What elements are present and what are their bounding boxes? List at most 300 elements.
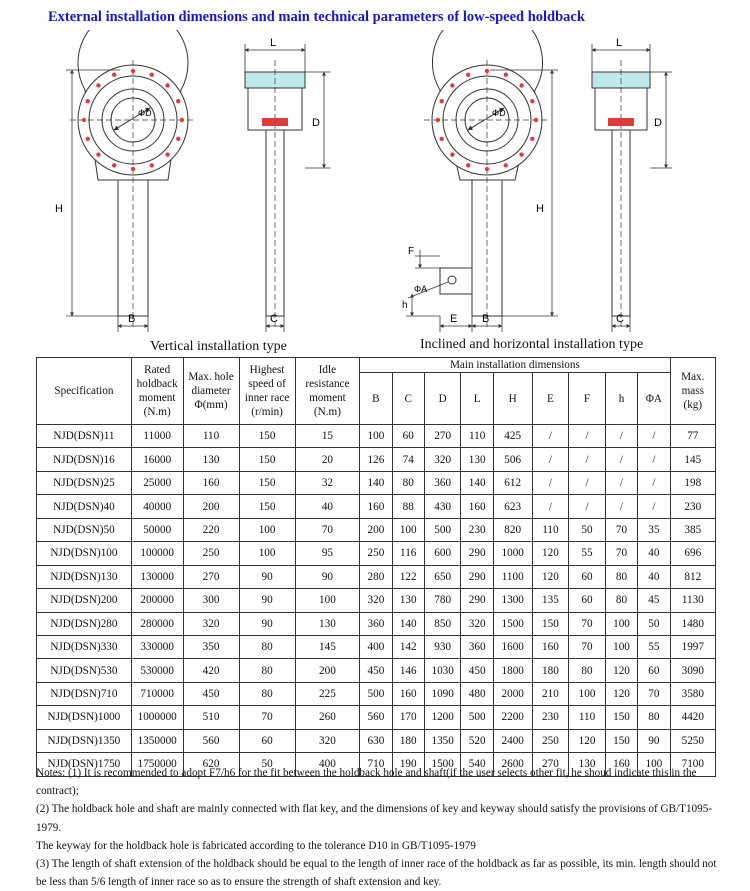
table-cell: 1030: [424, 659, 461, 682]
table-cell: 850: [424, 612, 461, 635]
table-cell: 15: [295, 425, 360, 448]
table-cell: 1100: [493, 565, 532, 588]
table-row: [37, 589, 716, 612]
table-cell: 55: [638, 635, 670, 658]
table-cell: 1000: [493, 542, 532, 565]
table-cell: 320: [424, 448, 461, 471]
table-row: [37, 565, 716, 588]
table-cell: 650: [424, 565, 461, 588]
phiD-label: ΦD: [138, 108, 152, 118]
phiD-label-2: ΦD: [492, 108, 506, 118]
table-cell: 40: [295, 495, 360, 518]
table-cell: 210: [532, 682, 569, 705]
bolt-hole-icon: [176, 137, 180, 141]
table-cell: NJD(DSN)710: [37, 682, 132, 705]
table-cell: 160: [392, 682, 424, 705]
table-cell: /: [532, 448, 569, 471]
bolt-hole-icon: [86, 137, 90, 141]
table-cell: NJD(DSN)1000: [37, 706, 132, 729]
bolt-hole-icon: [131, 167, 135, 171]
table-cell: 520: [461, 729, 493, 752]
header-mass: Max. mass (kg): [670, 358, 715, 425]
inclined-caption: Inclined and horizontal installation type: [420, 337, 644, 352]
table-cell: 130: [392, 589, 424, 612]
note-line: Notes: (1) It is recommended to adopt F7/h6 for the fit between the holdback hole and shaft(if the user selects other fit, he shoud indicate this in the contract);: [36, 767, 697, 798]
table-cell: 60: [569, 565, 606, 588]
bolt-hole-icon: [131, 69, 135, 73]
table-cell: NJD(DSN)100: [37, 542, 132, 565]
table-cell: 90: [239, 589, 295, 612]
page-title: External installation dimensions and main technical parameters of low-speed holdback: [48, 9, 585, 25]
table-cell: 70: [569, 635, 606, 658]
table-cell: 145: [670, 448, 715, 471]
table-cell: 32: [295, 471, 360, 494]
table-cell: 146: [392, 659, 424, 682]
table-cell: NJD(DSN)11: [37, 425, 132, 448]
table-cell: 150: [239, 495, 295, 518]
vertical-side-view: [245, 60, 305, 330]
table-cell: 250: [532, 729, 569, 752]
table-cell: 270: [532, 753, 569, 776]
table-cell: 2600: [493, 753, 532, 776]
bolt-hole-icon: [165, 152, 169, 156]
bolt-hole-icon: [112, 163, 116, 167]
table-cell: 360: [360, 612, 392, 635]
table-cell: 2000: [493, 682, 532, 705]
table-cell: 270: [424, 425, 461, 448]
header-rated-moment: Rated holdback moment (N.m): [131, 358, 183, 425]
table-cell: 140: [461, 471, 493, 494]
table-cell: 1500: [424, 753, 461, 776]
bolt-hole-icon: [150, 73, 154, 77]
table-cell: 80: [605, 565, 637, 588]
table-cell: 180: [392, 729, 424, 752]
table-cell: 150: [239, 471, 295, 494]
bolt-hole-icon: [96, 83, 100, 87]
table-cell: 1800: [493, 659, 532, 682]
bolt-hole-icon: [530, 137, 534, 141]
table-cell: 3090: [670, 659, 715, 682]
table-cell: 142: [392, 635, 424, 658]
bolt-hole-icon: [485, 167, 489, 171]
table-row: [37, 729, 716, 752]
table-cell: 80: [605, 589, 637, 612]
table-cell: 320: [295, 729, 360, 752]
bolt-hole-icon: [165, 83, 169, 87]
inclined-front-view: [424, 30, 550, 330]
table-cell: 100000: [131, 542, 183, 565]
table-cell: 1750000: [131, 753, 183, 776]
header-dim-a: ΦA: [638, 373, 670, 425]
table-cell: 130: [461, 448, 493, 471]
table-cell: 70: [239, 706, 295, 729]
header-max-hole: Max. hole diameter Φ(mm): [183, 358, 239, 425]
table-row: [37, 518, 716, 541]
table-cell: 330000: [131, 635, 183, 658]
table-cell: 145: [295, 635, 360, 658]
table-cell: 350: [183, 635, 239, 658]
table-cell: 820: [493, 518, 532, 541]
table-cell: 320: [461, 612, 493, 635]
table-cell: 110: [461, 425, 493, 448]
table-cell: NJD(DSN)25: [37, 471, 132, 494]
table-cell: 780: [424, 589, 461, 612]
table-cell: 110: [532, 518, 569, 541]
bolt-hole-icon: [180, 118, 184, 122]
table-cell: 200: [183, 495, 239, 518]
table-cell: 560: [360, 706, 392, 729]
table-cell: 16000: [131, 448, 183, 471]
table-cell: 1350: [424, 729, 461, 752]
table-row: [37, 635, 716, 658]
table-cell: 150: [532, 612, 569, 635]
bolt-hole-icon: [450, 83, 454, 87]
table-cell: 70: [605, 542, 637, 565]
table-cell: /: [605, 448, 637, 471]
table-cell: 280: [360, 565, 392, 588]
header-dim-h: h: [605, 373, 637, 425]
table-cell: 290: [461, 589, 493, 612]
bolt-hole-icon: [504, 163, 508, 167]
table-cell: 160: [461, 495, 493, 518]
table-cell: 90: [638, 729, 670, 752]
table-row: [37, 706, 716, 729]
h-label: h: [402, 300, 408, 311]
table-cell: 130: [183, 448, 239, 471]
table-cell: 400: [295, 753, 360, 776]
table-cell: 70: [605, 518, 637, 541]
table-cell: 2400: [493, 729, 532, 752]
table-cell: /: [569, 425, 606, 448]
table-cell: 500: [424, 518, 461, 541]
table-cell: 120: [532, 542, 569, 565]
table-cell: 122: [392, 565, 424, 588]
table-cell: 200000: [131, 589, 183, 612]
F-label: F: [408, 246, 415, 257]
table-cell: 250: [360, 542, 392, 565]
inclined-side-view: [592, 60, 650, 330]
table-cell: 126: [360, 448, 392, 471]
table-cell: 450: [183, 682, 239, 705]
table-cell: 80: [569, 659, 606, 682]
table-cell: 360: [424, 471, 461, 494]
table-cell: NJD(DSN)200: [37, 589, 132, 612]
table-cell: 710000: [131, 682, 183, 705]
table-row: [37, 542, 716, 565]
table-cell: 160: [532, 635, 569, 658]
table-cell: 40: [638, 542, 670, 565]
table-cell: 506: [493, 448, 532, 471]
table-cell: 1300: [493, 589, 532, 612]
table-row: [37, 612, 716, 635]
table-cell: 270: [183, 565, 239, 588]
D-label-2: D: [654, 117, 662, 129]
table-cell: /: [532, 495, 569, 518]
table-cell: 140: [360, 471, 392, 494]
table-cell: 90: [239, 565, 295, 588]
table-cell: 120: [605, 682, 637, 705]
table-cell: 450: [461, 659, 493, 682]
table-cell: 4420: [670, 706, 715, 729]
table-cell: NJD(DSN)1750: [37, 753, 132, 776]
table-cell: 90: [239, 612, 295, 635]
table-cell: 100: [605, 635, 637, 658]
B-label-2: B: [482, 313, 490, 325]
table-cell: /: [569, 448, 606, 471]
table-cell: /: [532, 425, 569, 448]
bolt-hole-icon: [530, 99, 534, 103]
notes: [36, 764, 726, 891]
table-cell: 170: [392, 706, 424, 729]
table-cell: 100: [638, 753, 670, 776]
table-cell: 1130: [670, 589, 715, 612]
table-cell: 200: [295, 659, 360, 682]
table-cell: 20: [295, 448, 360, 471]
table-cell: 560: [183, 729, 239, 752]
table-cell: 510: [183, 706, 239, 729]
table-cell: NJD(DSN)16: [37, 448, 132, 471]
table-cell: /: [638, 495, 670, 518]
bolt-hole-icon: [440, 99, 444, 103]
table-cell: 630: [360, 729, 392, 752]
table-cell: NJD(DSN)1350: [37, 729, 132, 752]
phiA-label: ΦA: [414, 284, 428, 294]
table-cell: 80: [239, 659, 295, 682]
table-cell: 360: [461, 635, 493, 658]
table-cell: 400: [360, 635, 392, 658]
E-label: E: [450, 313, 458, 325]
table-cell: 90: [295, 565, 360, 588]
table-cell: 5250: [670, 729, 715, 752]
installation-drawings: [0, 30, 750, 358]
table-cell: 1200: [424, 706, 461, 729]
table-cell: 80: [392, 471, 424, 494]
L-label-2: L: [616, 37, 623, 49]
table-cell: /: [605, 425, 637, 448]
table-cell: /: [532, 471, 569, 494]
table-cell: 150: [239, 448, 295, 471]
table-cell: 300: [183, 589, 239, 612]
note-line: (2) The holdback hole and shaft are mainly connected with flat key, and the dimensions of key and keyway should satisfy the provisions of GB/T1095-1979.: [36, 803, 713, 834]
table-cell: NJD(DSN)40: [37, 495, 132, 518]
table-cell: 80: [638, 706, 670, 729]
table-cell: 140: [392, 612, 424, 635]
table-cell: /: [605, 471, 637, 494]
H-label: H: [55, 203, 63, 215]
table-cell: 290: [461, 542, 493, 565]
table-cell: 500: [461, 706, 493, 729]
table-cell: 116: [392, 542, 424, 565]
table-cell: 812: [670, 565, 715, 588]
table-cell: 198: [670, 471, 715, 494]
header-specification: Specification: [37, 358, 132, 425]
table-cell: 160: [605, 753, 637, 776]
table-cell: 100: [295, 589, 360, 612]
bolt-hole-icon: [519, 83, 523, 87]
header-dim-f: F: [569, 373, 606, 425]
table-cell: 1997: [670, 635, 715, 658]
table-cell: 50: [638, 612, 670, 635]
bolt-hole-icon: [86, 99, 90, 103]
table-cell: 420: [183, 659, 239, 682]
bolt-hole-icon: [150, 163, 154, 167]
table-cell: 60: [569, 589, 606, 612]
table-cell: NJD(DSN)330: [37, 635, 132, 658]
H-label-2: H: [536, 203, 544, 215]
table-cell: NJD(DSN)50: [37, 518, 132, 541]
table-cell: 135: [532, 589, 569, 612]
bolt-hole-icon: [82, 118, 86, 122]
bolt-hole-icon: [440, 137, 444, 141]
table-cell: 50000: [131, 518, 183, 541]
table-cell: 320: [360, 589, 392, 612]
table-cell: 130: [295, 612, 360, 635]
table-row: [37, 682, 716, 705]
table-cell: 1480: [670, 612, 715, 635]
header-dim-c: C: [392, 373, 424, 425]
table-cell: 260: [295, 706, 360, 729]
table-cell: 612: [493, 471, 532, 494]
table-cell: 150: [605, 706, 637, 729]
spec-table: [36, 357, 716, 777]
table-cell: 100: [360, 425, 392, 448]
table-cell: 100: [569, 682, 606, 705]
table-cell: 70: [569, 612, 606, 635]
table-cell: 100: [239, 542, 295, 565]
table-row: [37, 471, 716, 494]
bolt-hole-icon: [96, 152, 100, 156]
B-label: B: [128, 313, 136, 325]
table-cell: 600: [424, 542, 461, 565]
bolt-hole-icon: [485, 69, 489, 73]
header-idle-moment: Idle resistance moment (N.m): [295, 358, 360, 425]
table-cell: 250: [183, 542, 239, 565]
table-cell: 623: [493, 495, 532, 518]
table-cell: 450: [360, 659, 392, 682]
table-cell: NJD(DSN)530: [37, 659, 132, 682]
table-cell: 160: [360, 495, 392, 518]
vertical-caption: Vertical installation type: [150, 339, 287, 354]
table-cell: 1600: [493, 635, 532, 658]
header-dim-d: D: [424, 373, 461, 425]
note-line: (3) The length of shaft extension of the holdback should be equal to the length of inner race of the holdback as far as possible, its min. length should not be less than 5/6 length of inner race so as to ensure the strength of shaft extension and key.: [36, 858, 717, 889]
table-cell: /: [569, 495, 606, 518]
table-cell: 100: [239, 518, 295, 541]
table-cell: 130: [569, 753, 606, 776]
D-label: D: [312, 117, 320, 129]
table-cell: 180: [532, 659, 569, 682]
table-cell: 160: [183, 471, 239, 494]
table-cell: NJD(DSN)280: [37, 612, 132, 635]
C-label-2: C: [616, 313, 624, 325]
table-cell: 95: [295, 542, 360, 565]
table-cell: 500: [360, 682, 392, 705]
table-cell: 710: [360, 753, 392, 776]
table-row: [37, 448, 716, 471]
table-cell: 100: [605, 612, 637, 635]
table-cell: 2200: [493, 706, 532, 729]
table-cell: 35: [638, 518, 670, 541]
table-cell: 11000: [131, 425, 183, 448]
bolt-hole-icon: [519, 152, 523, 156]
table-cell: 120: [569, 729, 606, 752]
table-cell: 100: [392, 518, 424, 541]
table-cell: 80: [239, 682, 295, 705]
bolt-hole-icon: [450, 152, 454, 156]
table-cell: 280000: [131, 612, 183, 635]
L-label: L: [270, 37, 277, 49]
table-cell: 60: [638, 659, 670, 682]
table-cell: 40: [638, 565, 670, 588]
table-cell: 425: [493, 425, 532, 448]
bolt-hole-icon: [176, 99, 180, 103]
table-cell: 55: [569, 542, 606, 565]
bolt-hole-icon: [466, 163, 470, 167]
table-cell: 88: [392, 495, 424, 518]
table-cell: 60: [239, 729, 295, 752]
table-cell: 7100: [670, 753, 715, 776]
header-speed: Highest speed of inner race (r/min): [239, 358, 295, 425]
C-label: C: [270, 313, 278, 325]
table-cell: 230: [461, 518, 493, 541]
table-cell: 190: [392, 753, 424, 776]
table-cell: 225: [295, 682, 360, 705]
table-row: [37, 425, 716, 448]
bolt-hole-icon: [112, 73, 116, 77]
table-cell: /: [638, 448, 670, 471]
table-cell: /: [605, 495, 637, 518]
table-cell: 150: [605, 729, 637, 752]
table-cell: 45: [638, 589, 670, 612]
table-cell: 200: [360, 518, 392, 541]
bolt-hole-icon: [466, 73, 470, 77]
header-dim-e: E: [532, 373, 569, 425]
header-dim-h: H: [493, 373, 532, 425]
table-cell: 230: [532, 706, 569, 729]
table-cell: 1350000: [131, 729, 183, 752]
table-cell: 50: [569, 518, 606, 541]
table-cell: 480: [461, 682, 493, 705]
table-row: [37, 495, 716, 518]
table-cell: 74: [392, 448, 424, 471]
table-cell: 1000000: [131, 706, 183, 729]
table-cell: 230: [670, 495, 715, 518]
table-cell: 290: [461, 565, 493, 588]
bolt-hole-icon: [534, 118, 538, 122]
table-cell: 60: [392, 425, 424, 448]
table-cell: 1500: [493, 612, 532, 635]
table-cell: /: [638, 471, 670, 494]
table-cell: 620: [183, 753, 239, 776]
table-cell: 80: [239, 635, 295, 658]
header-dim-b: B: [360, 373, 392, 425]
table-cell: 930: [424, 635, 461, 658]
table-cell: 1090: [424, 682, 461, 705]
table-cell: 110: [569, 706, 606, 729]
table-cell: /: [638, 425, 670, 448]
table-cell: 530000: [131, 659, 183, 682]
table-cell: 696: [670, 542, 715, 565]
header-main-dimensions: Main installation dimensions: [360, 358, 670, 373]
table-cell: 130000: [131, 565, 183, 588]
table-cell: 40000: [131, 495, 183, 518]
table-cell: 385: [670, 518, 715, 541]
table-cell: 150: [239, 425, 295, 448]
table-cell: 3580: [670, 682, 715, 705]
table-cell: 110: [183, 425, 239, 448]
vertical-front-view: [70, 30, 196, 330]
table-cell: 540: [461, 753, 493, 776]
